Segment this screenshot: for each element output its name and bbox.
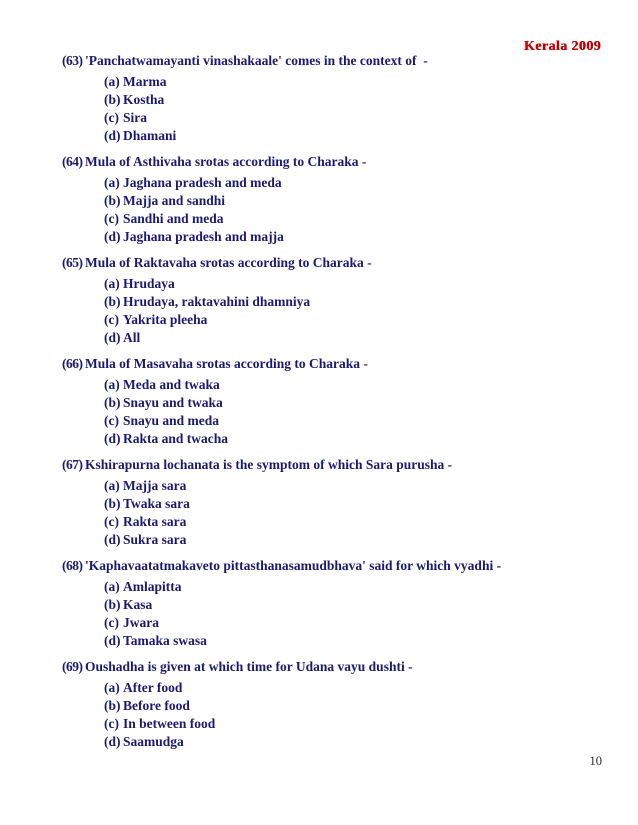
question-header [62, 355, 610, 373]
option-row [104, 430, 610, 448]
question-number: (68) [62, 558, 83, 573]
option-letter: (c) [104, 413, 119, 428]
question-text: Mula of Raktavaha srotas according to Charaka - [85, 255, 372, 270]
option-row [104, 275, 610, 293]
question-text: Kshirapurna lochanata is the symptom of which Sara purusha - [85, 457, 453, 472]
option-letter: (d) [104, 532, 121, 547]
option-text: Jaghana pradesh and majja [123, 229, 284, 244]
question-number: (63) [62, 53, 83, 68]
option-letter: (c) [104, 312, 119, 327]
option-row [104, 412, 610, 430]
option-list [104, 376, 610, 448]
option-text: In between food [123, 716, 216, 731]
question-header [62, 456, 610, 474]
option-text: Meda and twaka [123, 377, 220, 392]
option-text: Dhamani [123, 128, 177, 143]
option-text: Jaghana pradesh and meda [123, 175, 282, 190]
question-block [62, 658, 610, 751]
option-text: Kostha [123, 92, 165, 107]
question-text: Oushadha is given at which time for Udana vayu dushti - [85, 659, 413, 674]
question-header [62, 153, 610, 171]
option-letter: (c) [104, 615, 119, 630]
question-header [62, 658, 610, 676]
question-number: (64) [62, 154, 83, 169]
option-text: Sukra sara [123, 532, 187, 547]
question-header [62, 557, 610, 575]
option-letter: (a) [104, 377, 120, 392]
option-letter: (c) [104, 514, 119, 529]
question-text: Mula of Masavaha srotas according to Charaka - [85, 356, 368, 371]
option-row [104, 715, 610, 733]
option-row [104, 210, 610, 228]
option-letter: (d) [104, 431, 121, 446]
option-letter: (c) [104, 211, 119, 226]
option-text: Rakta and twacha [123, 431, 229, 446]
option-row [104, 293, 610, 311]
option-letter: (c) [104, 716, 119, 731]
option-row [104, 329, 610, 347]
question-text: 'Panchatwamayanti vinashakaale' comes in the context of - [85, 53, 428, 68]
option-row [104, 596, 610, 614]
option-text: Yakrita pleeha [123, 312, 208, 327]
option-letter: (b) [104, 597, 121, 612]
option-row [104, 513, 610, 531]
option-letter: (a) [104, 478, 120, 493]
question-text: 'Kaphavaatatmakaveto pittasthanasamudbhava' said for which vyadhi - [85, 558, 502, 573]
option-text: Sira [123, 110, 148, 125]
option-row [104, 394, 610, 412]
option-text: Snayu and twaka [123, 395, 223, 410]
question-header [62, 254, 610, 272]
option-row [104, 109, 610, 127]
option-text: Majja and sandhi [123, 193, 226, 208]
option-text: Amlapitta [123, 579, 182, 594]
option-row [104, 228, 610, 246]
option-letter: (d) [104, 229, 121, 244]
option-list [104, 73, 610, 145]
option-text: Twaka sara [123, 496, 190, 511]
option-letter: (c) [104, 110, 119, 125]
option-text: Snayu and meda [123, 413, 220, 428]
option-list [104, 679, 610, 751]
option-text: Before food [123, 698, 190, 713]
option-letter: (a) [104, 276, 120, 291]
option-text: All [123, 330, 141, 345]
page-number: 10 [589, 754, 602, 768]
question-text: Mula of Asthivaha srotas according to Charaka - [85, 154, 367, 169]
option-text: Jwara [123, 615, 159, 630]
question-number: (66) [62, 356, 83, 371]
option-text: Rakta sara [123, 514, 187, 529]
option-text: Hrudaya [123, 276, 175, 291]
option-list [104, 174, 610, 246]
question-block [62, 52, 610, 145]
option-letter: (b) [104, 698, 121, 713]
option-list [104, 477, 610, 549]
option-row [104, 495, 610, 513]
question-block [62, 456, 610, 549]
question-block [62, 557, 610, 650]
option-row [104, 679, 610, 697]
option-list [104, 578, 610, 650]
option-row [104, 192, 610, 210]
option-row [104, 376, 610, 394]
option-list [104, 275, 610, 347]
option-letter: (b) [104, 496, 121, 511]
exam-title: Kerala 2009 [523, 39, 601, 54]
question-number: (69) [62, 659, 83, 674]
question-list [62, 52, 610, 759]
question-block [62, 254, 610, 347]
option-letter: (a) [104, 579, 120, 594]
option-text: Marma [123, 74, 167, 89]
question-header [62, 52, 610, 70]
option-row [104, 91, 610, 109]
option-text: Tamaka swasa [123, 633, 207, 648]
option-letter: (d) [104, 128, 121, 143]
option-text: Kasa [123, 597, 153, 612]
option-letter: (d) [104, 734, 121, 749]
option-row [104, 531, 610, 549]
option-letter: (a) [104, 74, 120, 89]
question-number: (67) [62, 457, 83, 472]
option-text: Hrudaya, raktavahini dhamniya [123, 294, 311, 309]
option-text: After food [123, 680, 183, 695]
option-text: Sandhi and meda [123, 211, 224, 226]
option-letter: (b) [104, 294, 121, 309]
option-text: Majja sara [123, 478, 187, 493]
question-number: (65) [62, 255, 83, 270]
question-block [62, 355, 610, 448]
option-text: Saamudga [123, 734, 184, 749]
option-letter: (a) [104, 175, 120, 190]
option-row [104, 578, 610, 596]
option-row [104, 127, 610, 145]
option-letter: (d) [104, 633, 121, 648]
option-row [104, 733, 610, 751]
option-letter: (d) [104, 330, 121, 345]
option-letter: (b) [104, 193, 121, 208]
option-row [104, 614, 610, 632]
option-row [104, 632, 610, 650]
option-letter: (b) [104, 92, 121, 107]
option-row [104, 477, 610, 495]
option-row [104, 73, 610, 91]
option-letter: (a) [104, 680, 120, 695]
question-block [62, 153, 610, 246]
option-row [104, 311, 610, 329]
option-row [104, 697, 610, 715]
option-letter: (b) [104, 395, 121, 410]
option-row [104, 174, 610, 192]
